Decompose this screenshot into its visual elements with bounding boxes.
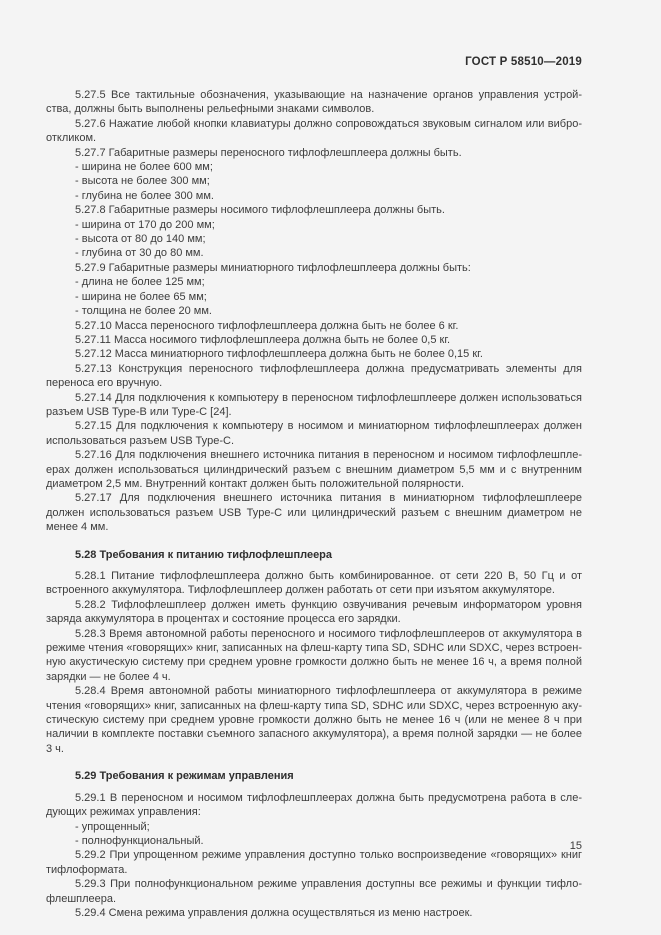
paragraph: 5.29.2 При упрощенном режиме управления доступно только воспроизведение «говорящих» книг тифлоформата.: [46, 849, 582, 876]
document-body: [46, 88, 582, 920]
paragraph: 5.27.17 Для подключения внешнего источника питания в миниатюрном тифлофлешплеере должен использоваться разъем USB Type-C или цилиндрический разъем с внешним диаметром не менее 4 мм.: [46, 492, 582, 534]
paragraph: 5.27.12 Масса миниатюрного тифлофлешплеера должна быть не более 0,15 кг.: [75, 348, 483, 361]
list-item: - высота не более 300 мм;: [75, 175, 210, 188]
paragraph: 5.27.11 Масса носимого тифлофлешплеера должна быть не более 0,5 кг.: [75, 333, 451, 346]
paragraph: 5.27.13 Конструкция переносного тифлофлешплеера должна предусматривать элементы для переноса его вручную.: [46, 362, 582, 390]
list-item: - глубина от 30 до 80 мм.: [75, 247, 204, 260]
section-heading: 5.28 Требования к питанию тифлофлешплеера: [75, 548, 333, 561]
list-item: - полнофункциональный.: [75, 834, 204, 847]
paragraph: 5.27.9 Габаритные размеры миниатюрного тифлофлешплеера должны быть:: [75, 261, 471, 274]
list-item: - глубина не более 300 мм.: [75, 189, 214, 202]
list-item: - толщина не более 20 мм.: [75, 305, 212, 318]
paragraph: 5.27.16 Для подключения внешнего источника питания в переносном и носимом тифлофлешплеерах должен использоваться цилиндрический разъем с внешним диаметром 5,5 мм и с внутренним диаметром 2,5 мм. Внутренний контакт должен быть положительной полярности.: [46, 449, 582, 490]
list-item: - длина не более 125 мм;: [75, 276, 205, 289]
paragraph: 5.28.3 Время автономной работы переносного и носимого тифлофлешплееров от аккумулятора в режиме чтения «говорящих» книг, записанных на флеш-карту типа SD, SDHC или SDXC, через встроенную акустическую систему при среднем уровне громкости должно быть не менее 16 ч, а время полной зарядки — не более 4 ч.: [46, 627, 582, 683]
running-header: ГОСТ Р 58510—2019: [465, 56, 582, 68]
page-number: 15: [569, 840, 582, 852]
paragraph: 5.27.10 Масса переносного тифлофлешплеера должна быть не более 6 кг.: [75, 319, 459, 332]
paragraph: 5.27.6 Нажатие любой кнопки клавиатуры должно сопровождаться звуковым сигналом или виброоткликом.: [46, 117, 582, 145]
list-item: - ширина не более 600 мм;: [75, 161, 213, 174]
paragraph: 5.29.3 При полнофункциональном режиме управления доступны все режимы и функции тифлофлешплеера.: [46, 878, 582, 905]
paragraph: 5.29.1 В переносном и носимом тифлофлешплеерах должна быть предусмотрена работа в следующих режимах управления:: [46, 791, 582, 819]
list-item: - ширина не более 65 мм;: [75, 290, 207, 303]
paragraph: 5.29.4 Смена режима управления должна осуществляться из меню настроек.: [75, 906, 473, 919]
paragraph: 5.27.5 Все тактильные обозначения, указывающие на назначение органов управления устройства, должны быть выполнены рельефными знаками символов.: [46, 89, 582, 116]
paragraph: 5.27.8 Габаритные размеры носимого тифлофлешплеера должны быть.: [75, 204, 445, 217]
paragraph: 5.28.1 Питание тифлофлешплеера должно быть комбинированное. от сети 220 В, 50 Гц и от встроенного аккумулятора. Тифлофлешплеер должен работать от сети при изъятом аккумуляторе.: [46, 570, 582, 597]
paragraph: 5.27.15 Для подключения к компьютеру в носимом и миниатюрном тифлофлешплеерах должен использоваться разъем USB Type-C.: [46, 420, 582, 447]
list-item: - упрощенный;: [75, 820, 150, 833]
paragraph: 5.27.14 Для подключения к компьютеру в переносном тифлофлешплеере должен использоваться разъем USB Type-B или Type-C [24].: [46, 391, 582, 418]
paragraph: 5.28.4 Время автономной работы миниатюрного тифлофлешплеера от аккумулятора в режиме чтения «говорящих» книг, записанных на флеш-карту типа SD, SDHC или SDXC, через встроенную акустическую систему при среднем уровне громкости должно быть не менее 16 ч (или не менее 8 ч при наличии в комплекте поставки съемного запасного аккумулятора), а время полной зарядки — не более 3 ч.: [46, 685, 582, 755]
paragraph: 5.28.2 Тифлофлешплеер должен иметь функцию озвучивания речевым информатором уровня заряда аккумулятора в процентах и состояние процесса его зарядки.: [46, 598, 582, 626]
list-item: - ширина от 170 до 200 мм;: [75, 218, 215, 231]
section-heading: 5.29 Требования к режимам управления: [75, 770, 294, 783]
list-item: - высота от 80 до 140 мм;: [75, 233, 206, 246]
paragraph: 5.27.7 Габаритные размеры переносного тифлофлешплеера должны быть.: [75, 146, 462, 159]
